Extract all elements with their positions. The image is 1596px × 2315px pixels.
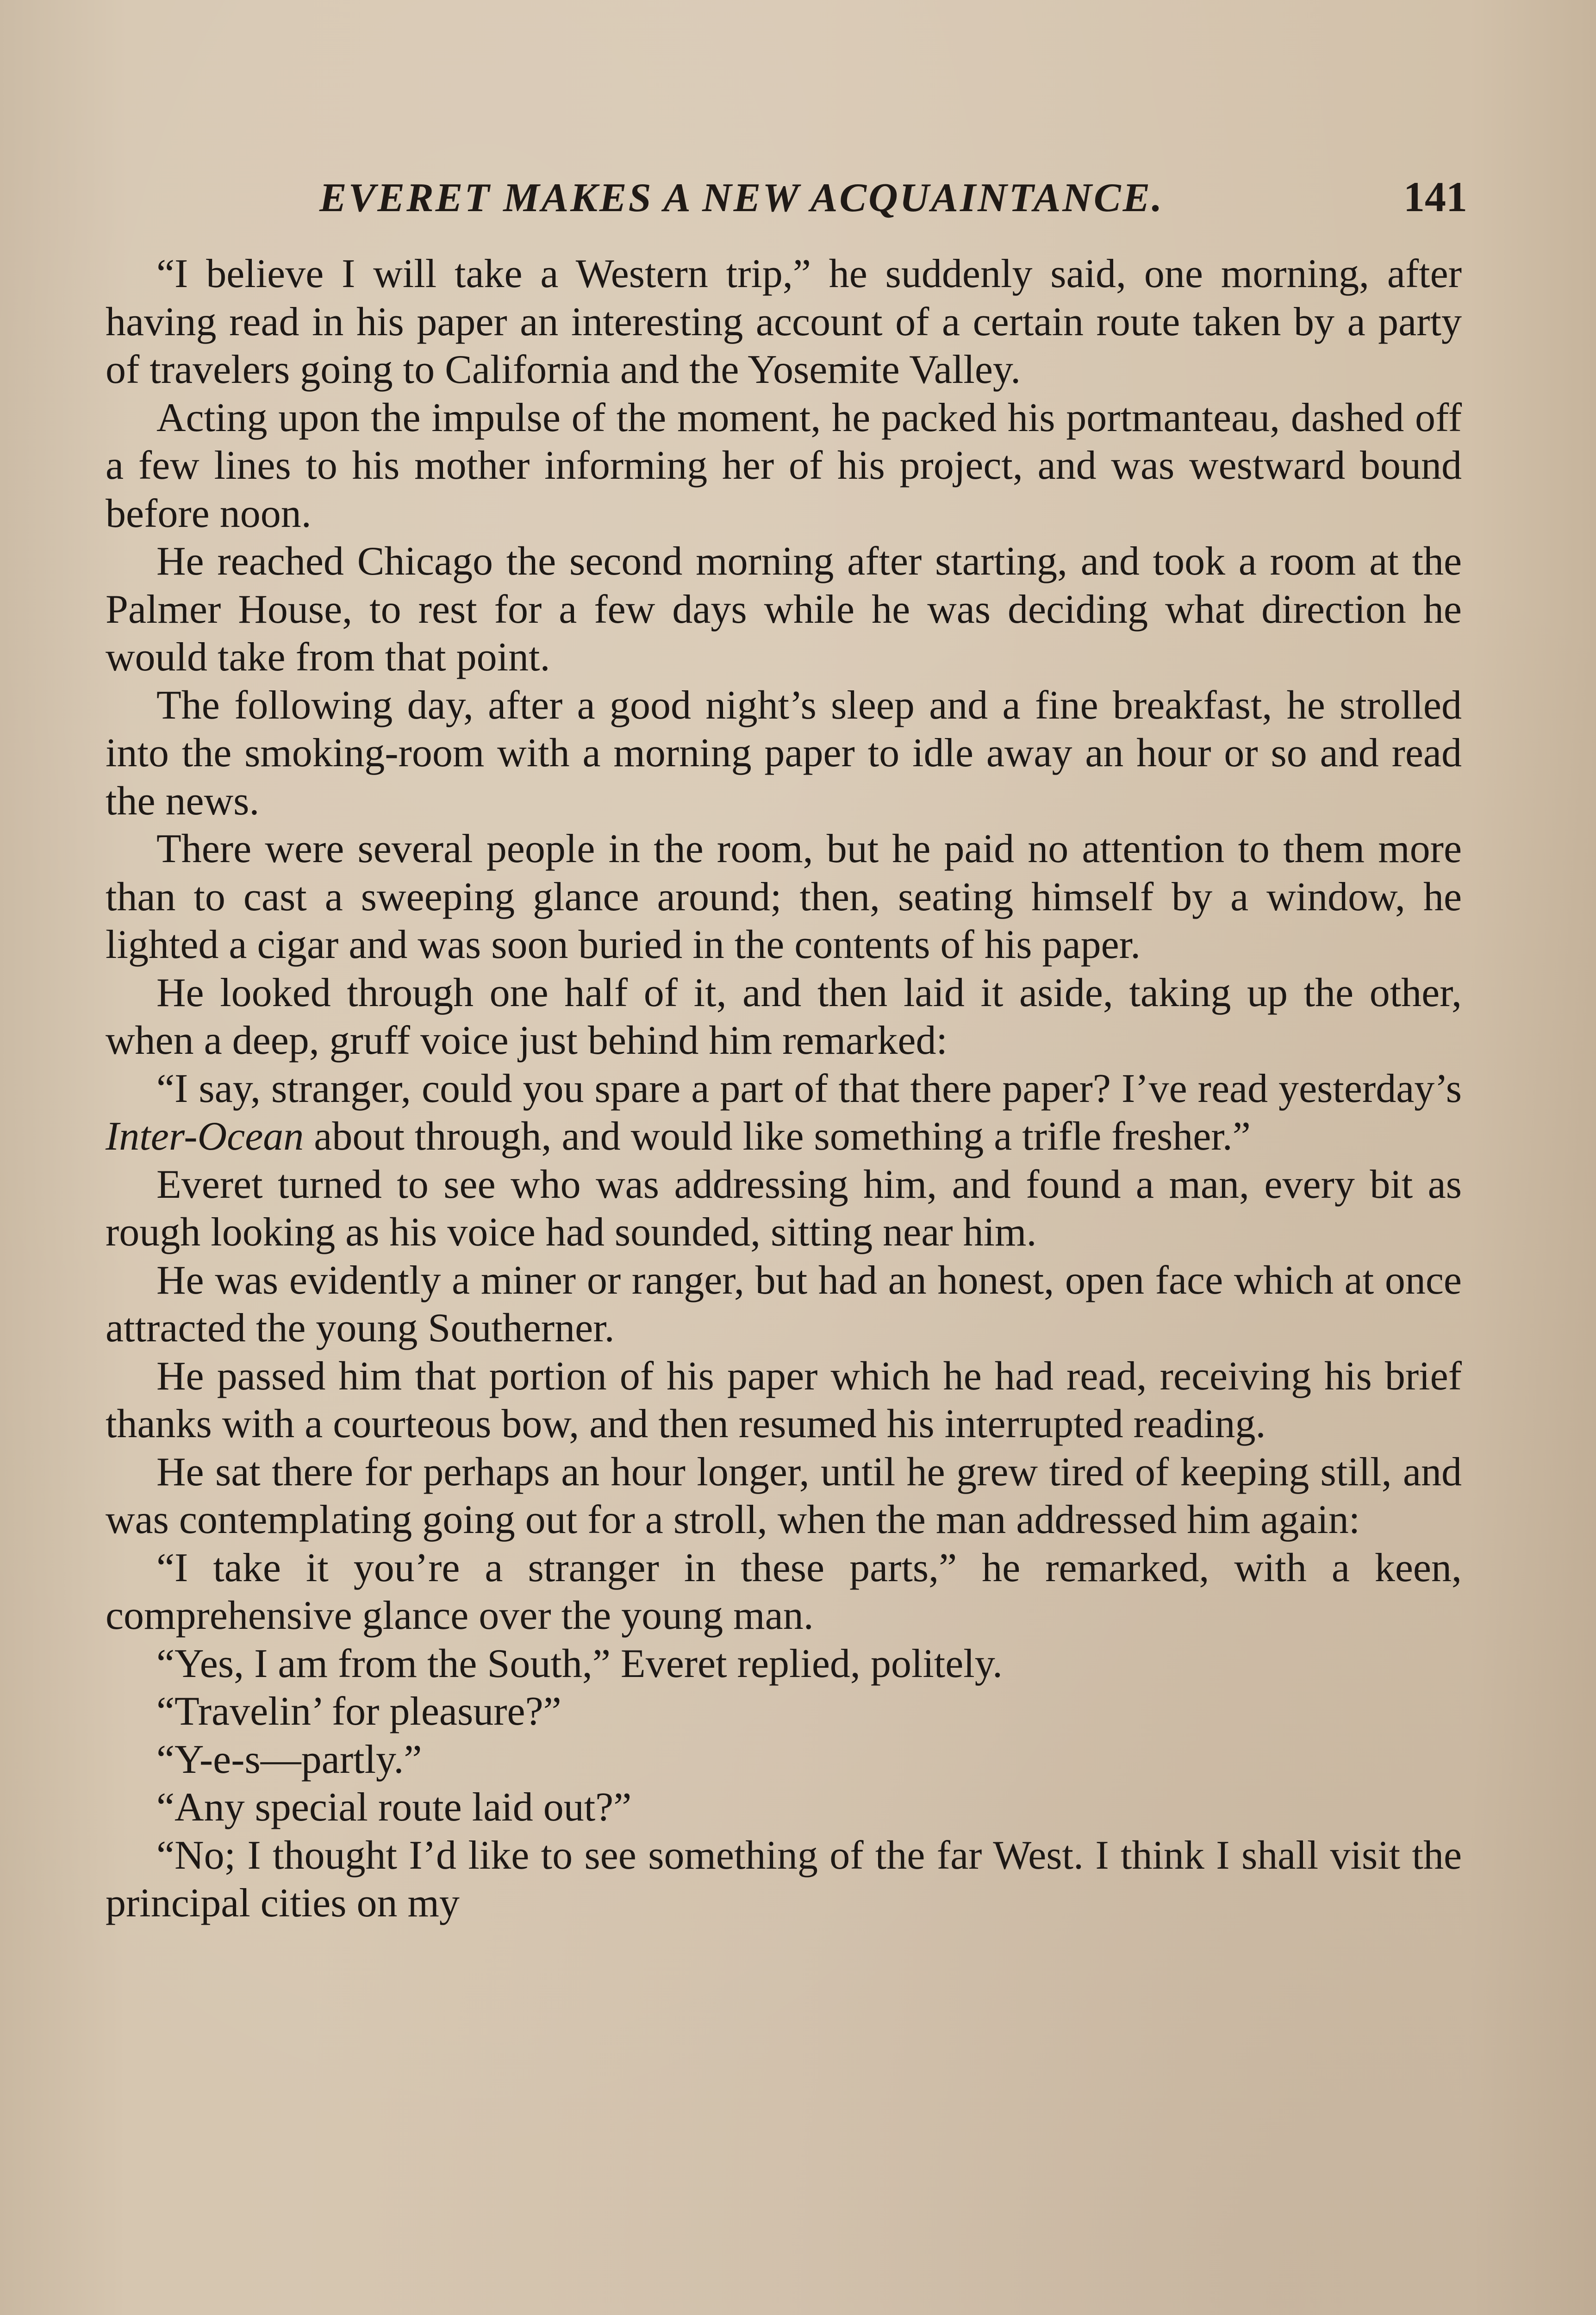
paragraph-partly: “Y-e-s—partly.” xyxy=(156,1737,422,1782)
paragraph-passed-paper: He passed him that portion of his paper which he had read, receiving his brief thanks with a courteous bow, and then resumed his interrupted reading. xyxy=(106,1353,1462,1446)
page-header xyxy=(106,172,1467,228)
running-title: EVERET MAKES A NEW ACQUAINTANCE. xyxy=(319,175,1164,220)
paragraph-stranger-in-parts: “I take it you’re a stranger in these parts,” he remarked, with a keen, comprehensive glance over the young man. xyxy=(106,1545,1462,1638)
paragraph-western-trip: “I believe I will take a Western trip,” he suddenly said, one morning, after having read in his paper an interesting account of a certain route taken by a party of travelers going to California and the Yosemite Valley. xyxy=(106,251,1462,392)
stranger-text-after: about through, and would like something a trifle fresher.” xyxy=(304,1114,1251,1159)
page-number: 141 xyxy=(1403,173,1467,220)
paragraph-everet-turned: Everet turned to see who was addressing him, and found a man, every bit as rough looking as his voice had sounded, sitting near him. xyxy=(106,1162,1462,1255)
paragraph-travelin: “Travelin’ for pleasure?” xyxy=(156,1689,561,1734)
paragraph-from-the-south: “Yes, I am from the South,” Everet replied, politely. xyxy=(156,1641,1003,1686)
body-text xyxy=(106,250,1462,1927)
paragraph-far-west: “No; I thought I’d like to see something of the far West. I think I shall visit the principal cities on my xyxy=(106,1833,1462,1926)
stranger-text-before: “I say, stranger, could you spare a part of that there paper? I’ve read yesterday’s xyxy=(156,1066,1462,1111)
paragraph-impulse: Acting upon the impulse of the moment, he packed his portmanteau, dashed off a few lines to his mother informing her of his project, and was westward bound before noon. xyxy=(106,395,1462,536)
paragraph-special-route: “Any special route laid out?” xyxy=(156,1785,632,1830)
paragraph-gruff-voice: He looked through one half of it, and then laid it aside, taking up the other, when a deep, gruff voice just behind him remarked: xyxy=(106,970,1462,1063)
paragraph-several-people: There were several people in the room, but he paid no attention to them more than to cast a sweeping glance around; then, seating himself by a window, he lighted a cigar and was soon buried in the contents of his paper. xyxy=(106,826,1462,967)
paragraph-hour-longer: He sat there for perhaps an hour longer, until he grew tired of keeping still, and was contemplating going out for a stroll, when the man addressed him again: xyxy=(106,1449,1462,1542)
paragraph-smoking-room: The following day, after a good night’s sleep and a fine breakfast, he strolled into the smoking-room with a morning paper to idle away an hour or so and read the news. xyxy=(106,682,1462,824)
paragraph-chicago: He reached Chicago the second morning after starting, and took a room at the Palmer House, to rest for a few days while he was deciding what direction he would take from that point. xyxy=(106,539,1462,680)
newspaper-title: Inter-Ocean xyxy=(106,1114,304,1159)
paragraph-stranger-request xyxy=(106,1065,1462,1161)
paragraph-miner: He was evidently a miner or ranger, but had an honest, open face which at once attracted the young Southerner. xyxy=(106,1258,1462,1351)
